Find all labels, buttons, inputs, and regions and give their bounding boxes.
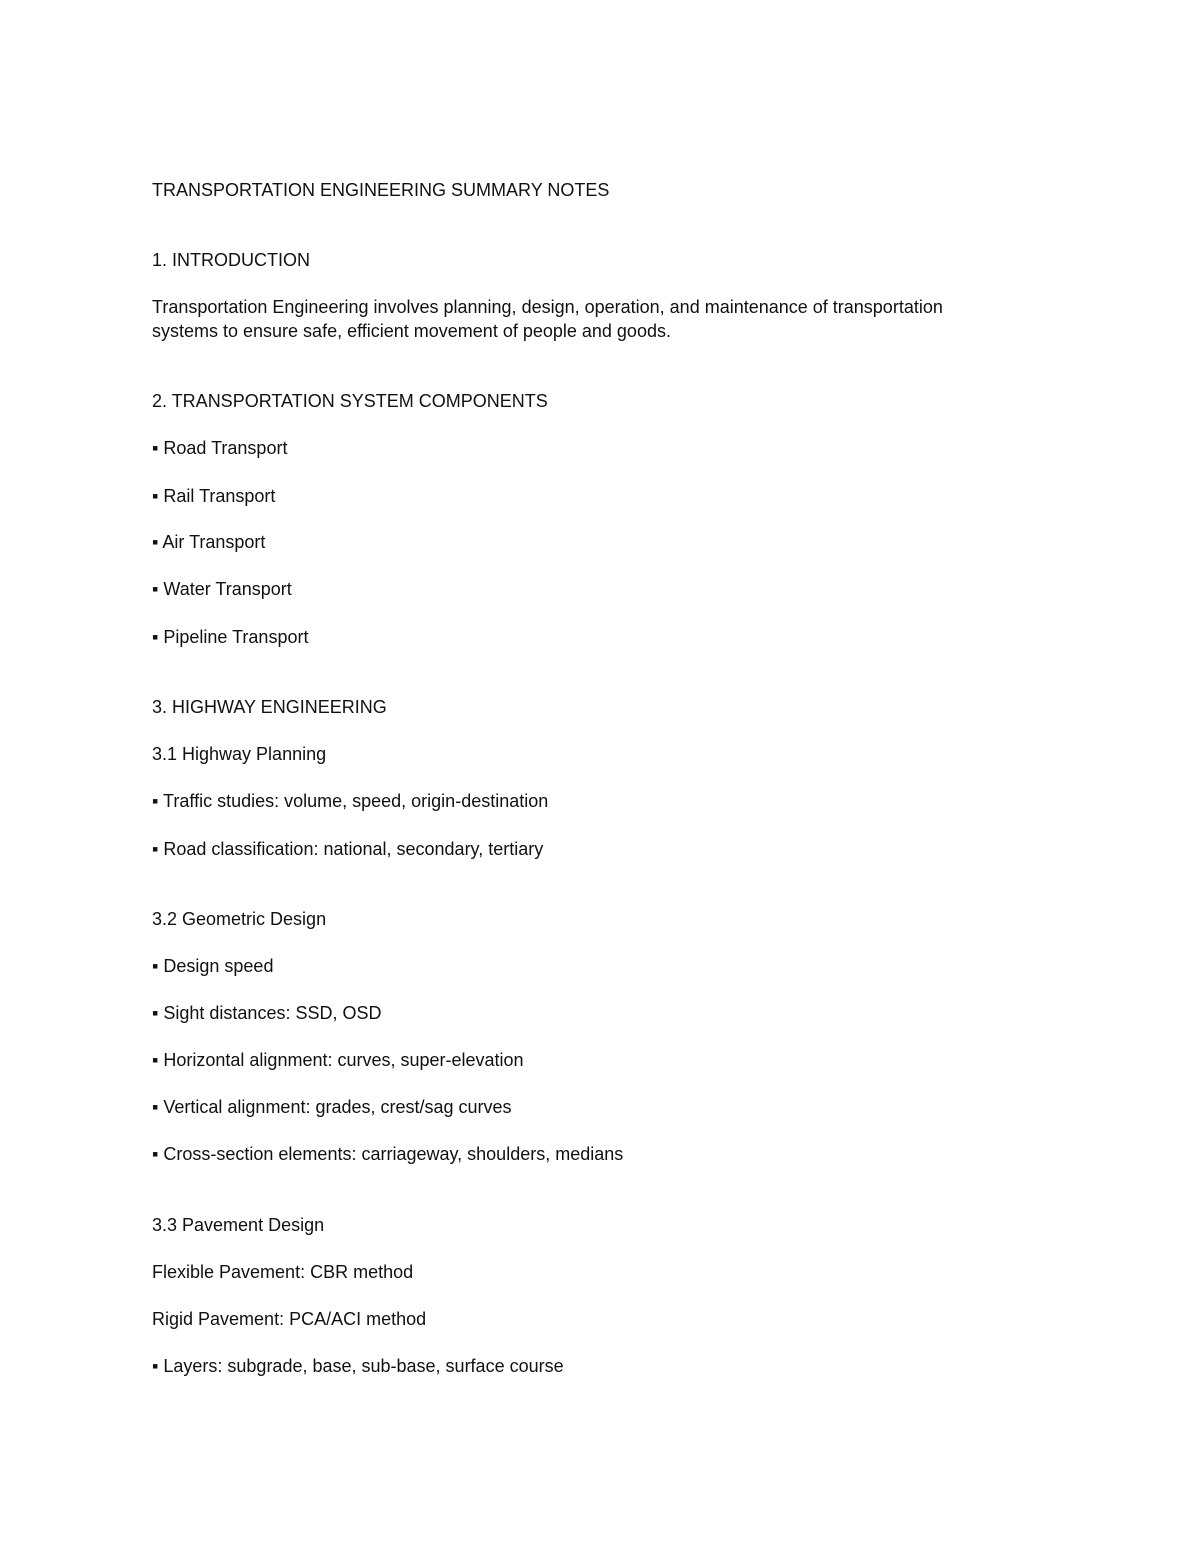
- introduction-paragraph: [152, 295, 1032, 343]
- list-item-geometric: ▪ Horizontal alignment: curves, super-elevation: [152, 1050, 524, 1070]
- list-item-component: ▪ Water Transport: [152, 579, 292, 599]
- list-item-component: ▪ Pipeline Transport: [152, 627, 309, 647]
- pavement-rigid-line: Rigid Pavement: PCA/ACI method: [152, 1309, 427, 1329]
- list-item-component: ▪ Rail Transport: [152, 486, 276, 506]
- section-heading-components: 2. TRANSPORTATION SYSTEM COMPONENTS: [152, 391, 548, 411]
- section-heading-highway-engineering: 3. HIGHWAY ENGINEERING: [152, 697, 387, 717]
- list-item-geometric: ▪ Vertical alignment: grades, crest/sag curves: [152, 1097, 512, 1117]
- subsection-heading-geometric-design: 3.2 Geometric Design: [152, 909, 327, 929]
- list-item-component: ▪ Air Transport: [152, 532, 266, 552]
- list-item-planning: ▪ Traffic studies: volume, speed, origin-destination: [152, 791, 549, 811]
- list-item-geometric: ▪ Cross-section elements: carriageway, shoulders, medians: [152, 1144, 624, 1164]
- section-heading-introduction: 1. INTRODUCTION: [152, 250, 311, 270]
- list-item-component: ▪ Road Transport: [152, 438, 288, 458]
- list-item-pavement-layers: ▪ Layers: subgrade, base, sub-base, surface course: [152, 1356, 564, 1376]
- document-title: TRANSPORTATION ENGINEERING SUMMARY NOTES: [152, 180, 610, 200]
- pavement-flexible-line: Flexible Pavement: CBR method: [152, 1262, 414, 1282]
- introduction-line: systems to ensure safe, efficient movement of people and goods.: [152, 321, 671, 341]
- subsection-heading-pavement-design: 3.3 Pavement Design: [152, 1215, 325, 1235]
- list-item-geometric: ▪ Sight distances: SSD, OSD: [152, 1003, 382, 1023]
- list-item-planning: ▪ Road classification: national, secondary, tertiary: [152, 839, 544, 859]
- subsection-heading-highway-planning: 3.1 Highway Planning: [152, 744, 327, 764]
- list-item-geometric: ▪ Design speed: [152, 956, 274, 976]
- introduction-line: Transportation Engineering involves planning, design, operation, and maintenance of transportation: [152, 297, 943, 317]
